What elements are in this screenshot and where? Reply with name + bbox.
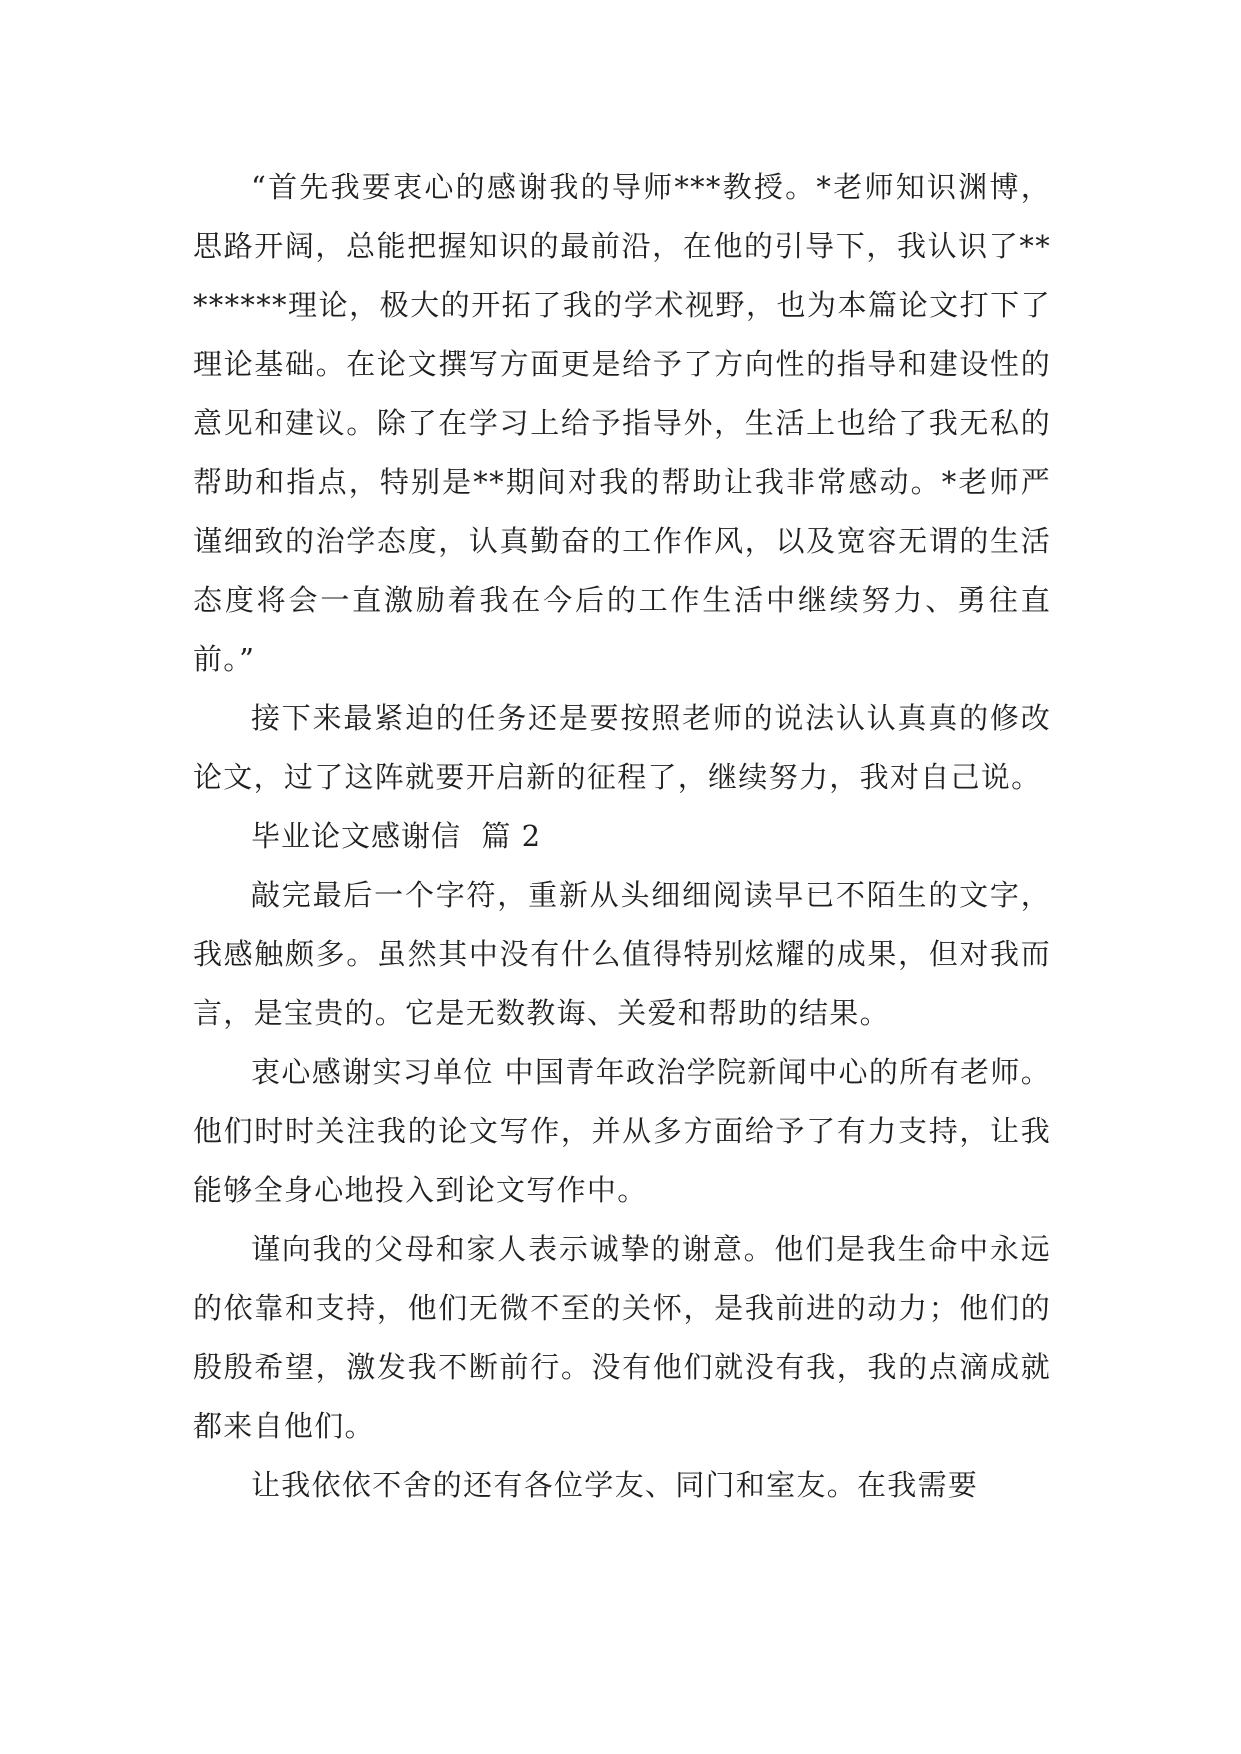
paragraph-thanks-family: 谨向我的父母和家人表示诚挚的谢意。他们是我生命中永远的依靠和支持，他们无微不至的关怀，是我前进的动力；他们的殷殷希望，激发我不断前行。没有他们就没有我，我的点滴成就都来自他们。 [193, 1232, 1051, 1443]
section-heading: 毕业论文感谢信 篇 2 [251, 819, 542, 853]
paragraph-finish-writing: 敲完最后一个字符，重新从头细细阅读早已不陌生的文字，我感触颇多。虽然其中没有什么值得特别炫耀的成果，但对我而言，是宝贵的。它是无数教诲、关爱和帮助的结果。 [193, 878, 1051, 1030]
paragraph-thanks-classmates: 让我依依不舍的还有各位学友、同门和室友。在我需要 [251, 1468, 979, 1502]
paragraph-thanks-advisor: “首先我要衷心的感谢我的导师***教授。*老师知识渊博，思路开阔，总能把握知识的最前沿，在他的引导下，我认识了********理论，极大的开拓了我的学术视野，也为本篇论文打下了理论基础。在论文撰写方面更是给予了方向性的指导和建设性的意见和建议。除了在学习上给予指导外，生活上也给了我无私的帮助和指点，特别是**期间对我的帮助让我非常感动。*老师严谨细致的治学态度，认真勤奋的工作作风，以及宽容无谓的生活态度将会一直激励着我在今后的工作生活中继续努力、勇往直前。” [193, 170, 1051, 676]
paragraph-thanks-internship: 衷心感谢实习单位 中国青年政治学院新闻中心的所有老师。他们时时关注我的论文写作，并从多方面给予了有力支持，让我能够全身心地投入到论文写作中。 [193, 1055, 1051, 1207]
document-body [193, 158, 1051, 1515]
paragraph-next-task: 接下来最紧迫的任务还是要按照老师的说法认认真真的修改论文，过了这阵就要开启新的征程了，继续努力，我对自己说。 [193, 701, 1051, 794]
